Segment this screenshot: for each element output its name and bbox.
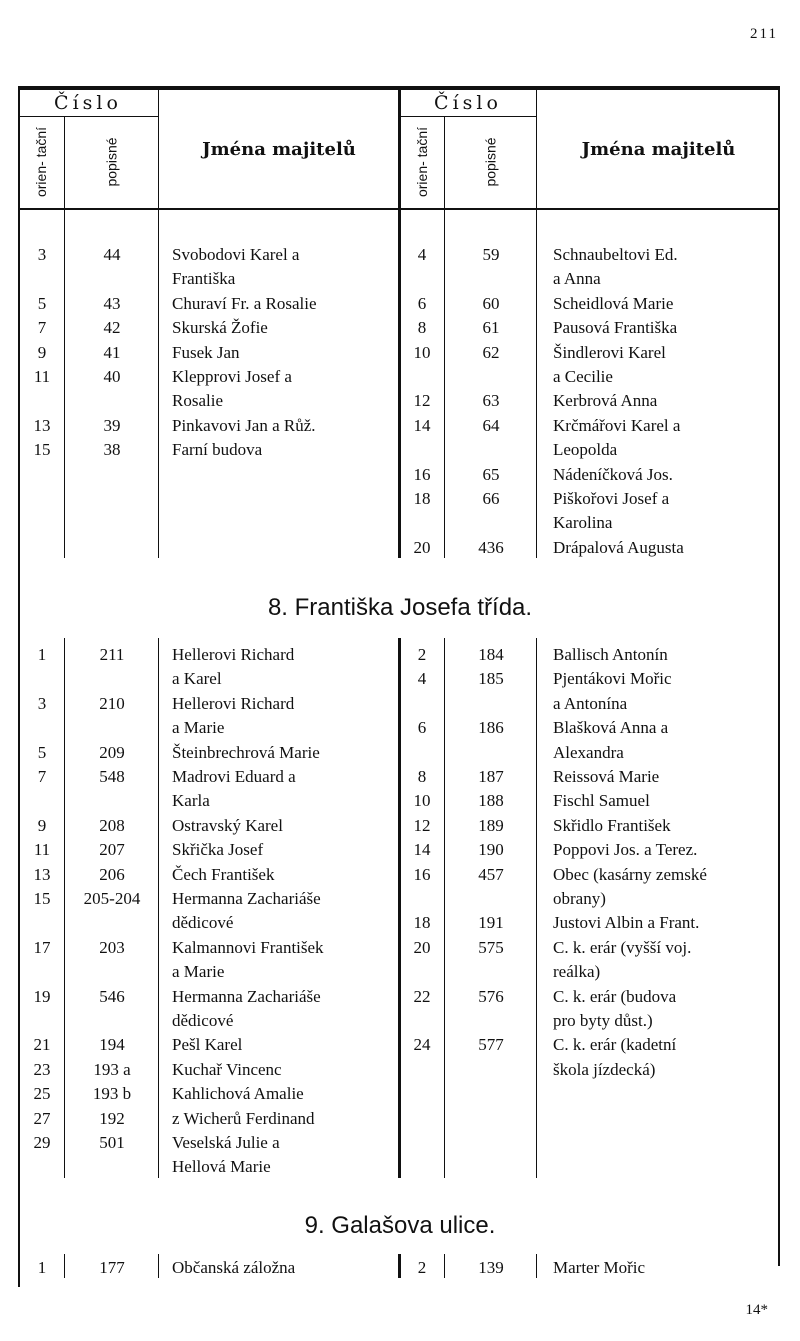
owner-name: Blašková Anna a — [553, 718, 669, 737]
owner-name: Pjentákovi Mořic — [553, 669, 672, 688]
page-number: 211 — [750, 26, 778, 42]
owner-name: Scheidlová Marie — [553, 294, 674, 313]
orientacni-number: 7 — [37, 767, 47, 786]
popisne-number: 208 — [99, 816, 125, 835]
signature-mark: 14* — [745, 1302, 768, 1318]
owner-name: Pausová Františka — [553, 318, 678, 337]
orientacni-number: 16 — [413, 865, 431, 884]
owner-name: Drápalová Augusta — [553, 538, 684, 557]
owner-name: Ballisch Antonín — [553, 645, 668, 664]
cislo-label-right: Číslo — [400, 90, 536, 117]
popisne-number: 64 — [482, 416, 500, 435]
popisne-number: 501 — [99, 1133, 125, 1152]
owner-name: Nádeníčková Jos. — [553, 465, 673, 484]
popisne-number: 63 — [482, 391, 500, 410]
orientacni-number: 8 — [417, 767, 427, 786]
owner-name: Krčmářovi Karel a — [553, 416, 681, 435]
popisne-number: 187 — [478, 767, 504, 786]
orientacni-number: 15 — [33, 889, 51, 908]
rule — [536, 638, 537, 1178]
orientacni-number: 10 — [413, 791, 431, 810]
cislo-label: Číslo — [18, 90, 158, 117]
popisne-number: 576 — [478, 987, 504, 1006]
rule — [444, 116, 445, 208]
owner-name: Hermanna Zachariáše — [172, 889, 321, 908]
orientacni-number: 20 — [413, 938, 431, 957]
popisne-number: 457 — [478, 865, 504, 884]
popisne-number: 66 — [482, 489, 500, 508]
owner-name: Reissová Marie — [553, 767, 660, 786]
orientacni-number: 3 — [37, 245, 47, 264]
rule — [536, 90, 537, 208]
orientacni-header-right: orien- tační — [414, 126, 431, 198]
orientacni-number: 14 — [413, 416, 431, 435]
orientacni-number: 5 — [37, 743, 47, 762]
popisne-number: 191 — [478, 913, 504, 932]
owner-name: a Marie — [172, 718, 225, 737]
orientacni-number: 13 — [33, 865, 51, 884]
orientacni-number: 2 — [417, 645, 427, 664]
popisne-number: 43 — [103, 294, 121, 313]
owner-name: Veselská Julie a — [172, 1133, 280, 1152]
rule — [536, 1254, 537, 1278]
popisne-number: 577 — [478, 1035, 504, 1054]
popisne-number: 188 — [478, 791, 504, 810]
owner-name: Františka — [172, 269, 236, 288]
orientacni-number: 7 — [37, 318, 47, 337]
orientacni-number: 16 — [413, 465, 431, 484]
owner-name: Svobodovi Karel a — [172, 245, 300, 264]
owner-name: Skřička Josef — [172, 840, 264, 859]
owner-name: Čech František — [172, 865, 275, 884]
owner-name: Kahlichová Amalie — [172, 1084, 304, 1103]
owner-name: škola jízdecká) — [553, 1060, 656, 1079]
left-number-header — [18, 90, 158, 208]
owner-name: Obec (kasárny zemské — [553, 865, 707, 884]
rule — [64, 638, 65, 1178]
popisne-number: 189 — [478, 816, 504, 835]
owner-name: Kerbrová Anna — [553, 391, 658, 410]
owner-name: a Marie — [172, 962, 225, 981]
owner-name: Poppovi Jos. a Terez. — [553, 840, 698, 859]
owner-name: pro byty důst.) — [553, 1011, 653, 1030]
popisne-number: 193 b — [92, 1084, 132, 1103]
right-number-header — [400, 90, 536, 208]
rule — [158, 1254, 159, 1278]
jmena-header-left: Jména majitelů — [202, 138, 356, 160]
orientacni-number: 6 — [417, 294, 427, 313]
rule — [64, 210, 65, 558]
popisne-number: 62 — [482, 343, 500, 362]
orientacni-number: 9 — [37, 816, 47, 835]
popisne-header-right: popisné — [482, 137, 499, 187]
popisne-number: 436 — [478, 538, 504, 557]
owner-name: C. k. erár (kadetní — [553, 1035, 677, 1054]
popisne-number: 203 — [99, 938, 125, 957]
popisne-number: 60 — [482, 294, 500, 313]
popisne-number: 207 — [99, 840, 125, 859]
owner-name: Kalmannovi František — [172, 938, 324, 957]
orientacni-number: 2 — [417, 1258, 427, 1277]
orientacni-number: 3 — [37, 694, 47, 713]
rule — [536, 210, 537, 558]
rule — [158, 638, 159, 1178]
owner-name: a Karel — [172, 669, 222, 688]
popisne-number: 193 a — [93, 1060, 131, 1079]
orientacni-number: 4 — [417, 669, 427, 688]
owner-name: dědicové — [172, 1011, 234, 1030]
orientacni-number: 10 — [413, 343, 431, 362]
rule — [444, 638, 445, 1178]
popisne-number: 210 — [99, 694, 125, 713]
owner-name: Karolina — [553, 513, 613, 532]
owner-name: Alexandra — [553, 743, 624, 762]
owner-name: Farní budova — [172, 440, 263, 459]
popisne-number: 190 — [478, 840, 504, 859]
rule — [444, 210, 445, 558]
owner-name: Hellerovi Richard — [172, 694, 295, 713]
popisne-number: 61 — [482, 318, 500, 337]
owner-name: a Antonína — [553, 694, 628, 713]
popisne-number: 184 — [478, 645, 504, 664]
orientacni-number: 17 — [33, 938, 51, 957]
orientacni-number: 14 — [413, 840, 431, 859]
owner-name: Fischl Samuel — [553, 791, 650, 810]
popisne-number: 42 — [103, 318, 121, 337]
orientacni-number: 18 — [413, 913, 431, 932]
section-title-galasova: 9. Galašova ulice. — [304, 1212, 496, 1239]
owner-name: Schnaubeltovi Ed. — [553, 245, 678, 264]
orientacni-number: 11 — [33, 367, 51, 386]
rule — [444, 1254, 445, 1278]
orientacni-number: 4 — [417, 245, 427, 264]
popisne-number: 44 — [103, 245, 121, 264]
orientacni-number: 12 — [413, 816, 431, 835]
section-title-frantiska-josefa: 8. Františka Josefa třída. — [267, 594, 533, 621]
orientacni-number: 27 — [33, 1109, 51, 1128]
orientacni-number: 20 — [413, 538, 431, 557]
owner-name: Skřidlo František — [553, 816, 671, 835]
owner-name: Fusek Jan — [172, 343, 240, 362]
rule — [64, 1254, 65, 1278]
owner-name: Občanská záložna — [172, 1258, 296, 1277]
popisne-number: 40 — [103, 367, 121, 386]
orientacni-number: 1 — [37, 645, 47, 664]
popisne-number: 65 — [482, 465, 500, 484]
popisne-header: popisné — [103, 137, 120, 187]
owner-name: Hermanna Zachariáše — [172, 987, 321, 1006]
orientacni-number: 9 — [37, 343, 47, 362]
owner-name: z Wicherů Ferdinand — [172, 1109, 315, 1128]
popisne-number: 546 — [99, 987, 125, 1006]
owner-name: Ostravský Karel — [172, 816, 283, 835]
owner-name: Piškořovi Josef a — [553, 489, 670, 508]
popisne-number: 548 — [99, 767, 125, 786]
owner-name: C. k. erár (budova — [553, 987, 677, 1006]
orientacni-number: 23 — [33, 1060, 51, 1079]
orientacni-number: 11 — [33, 840, 51, 859]
popisne-number: 41 — [103, 343, 121, 362]
popisne-number: 192 — [99, 1109, 125, 1128]
owner-name: Kuchař Vincenc — [172, 1060, 282, 1079]
orientacni-number: 18 — [413, 489, 431, 508]
owner-name: a Cecilie — [553, 367, 613, 386]
owner-name: dědicové — [172, 913, 234, 932]
popisne-number: 209 — [99, 743, 125, 762]
owner-name: reálka) — [553, 962, 601, 981]
owner-name: Justovi Albin a Frant. — [553, 913, 700, 932]
owner-name: C. k. erár (vyšší voj. — [553, 938, 692, 957]
orientacni-number: 12 — [413, 391, 431, 410]
owner-name: Leopolda — [553, 440, 618, 459]
orientacni-number: 21 — [33, 1035, 51, 1054]
rule — [64, 116, 65, 208]
rule — [158, 90, 159, 208]
orientacni-number: 5 — [37, 294, 47, 313]
orientacni-number: 1 — [37, 1258, 47, 1277]
orientacni-number: 29 — [33, 1133, 51, 1152]
orientacni-number: 8 — [417, 318, 427, 337]
owner-name: Šteinbrechrová Marie — [172, 743, 320, 762]
popisne-number: 38 — [103, 440, 121, 459]
rule — [398, 90, 401, 208]
popisne-number: 194 — [99, 1035, 125, 1054]
owner-name: Šindlerovi Karel — [553, 343, 666, 362]
popisne-number: 575 — [478, 938, 504, 957]
owner-name: Klepprovi Josef a — [172, 367, 292, 386]
orientacni-number: 15 — [33, 440, 51, 459]
owner-name: obrany) — [553, 889, 606, 908]
owner-name: Pinkavovi Jan a Růž. — [172, 416, 316, 435]
owner-name: Hellová Marie — [172, 1157, 271, 1176]
owner-name: Pešl Karel — [172, 1035, 243, 1054]
popisne-number: 139 — [478, 1258, 504, 1277]
owner-name: a Anna — [553, 269, 601, 288]
orientacni-number: 19 — [33, 987, 51, 1006]
orientacni-header: orien- tační — [33, 126, 50, 198]
owner-name: Madrovi Eduard a — [172, 767, 296, 786]
orientacni-number: 22 — [413, 987, 431, 1006]
owner-name: Churaví Fr. a Rosalie — [172, 294, 317, 313]
popisne-number: 59 — [482, 245, 500, 264]
owner-name: Marter Mořic — [553, 1258, 646, 1277]
owner-name: Karla — [172, 791, 210, 810]
popisne-number: 211 — [99, 645, 125, 664]
popisne-number: 185 — [478, 669, 504, 688]
popisne-number: 186 — [478, 718, 504, 737]
popisne-number: 206 — [99, 865, 125, 884]
orientacni-number: 24 — [413, 1035, 431, 1054]
orientacni-number: 25 — [33, 1084, 51, 1103]
right-border — [778, 86, 780, 1266]
popisne-number: 205-204 — [83, 889, 141, 908]
owner-name: Skurská Žofie — [172, 318, 268, 337]
popisne-number: 39 — [103, 416, 121, 435]
popisne-number: 177 — [99, 1258, 125, 1277]
orientacni-number: 13 — [33, 416, 51, 435]
jmena-header-right: Jména majitelů — [581, 138, 736, 160]
owner-name: Hellerovi Richard — [172, 645, 295, 664]
orientacni-number: 6 — [417, 718, 427, 737]
owner-name: Rosalie — [172, 391, 223, 410]
rule — [158, 210, 159, 558]
